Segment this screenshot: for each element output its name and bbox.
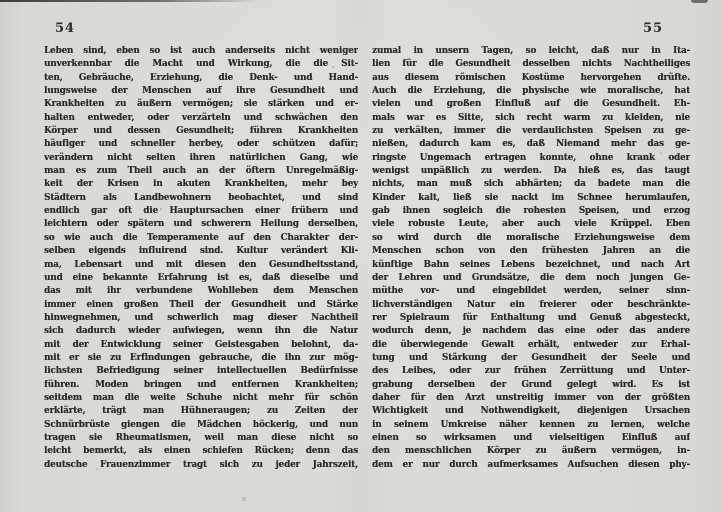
text-line: dem er nur durch aufmerksames Aufsuchen diesen phy- [372,459,690,470]
text-line: man es zum Theil auch an der öftern Unregelmäßig- [44,166,358,177]
page-number-right: 55 [643,21,664,36]
text-line: Schnürbrüste giengen die Mädchen höckerig, und nun [44,419,358,430]
text-line: zumal in unsern Tagen, so leicht, daß nur in Ita- [372,46,690,56]
text-line: endlich gar oft die Hauptursachen einer frühern und [44,206,358,217]
text-line: nießen, dadurch kam es, daß Niemand mehr das ge- [372,139,690,150]
text-line: mit er sie zu Erfindungen gebrauche, die ihn zur mög- [44,352,358,363]
text-line: leicht bemerkt, als einen schiefen Rücken; denn das [44,446,358,457]
scan-mark-artifact [691,0,708,3]
text-line: das mit ihr verbundene Wohlleben dem Menschen [44,286,358,297]
text-line: lungsweise der Menschen auf ihre Gesundheit und [44,86,358,97]
text-line: keit der Krisen in akuten Krankheiten, mehr bey [44,179,358,190]
text-line: halten entweder, oder verzärteln und schwächen den [44,112,358,123]
text-line: Kinder kalt, ließ sie nackt im Schnee herumlaufen, [372,192,690,203]
text-line: rer Spielraum für Enthaltung und Genuß abgesteckt, [372,312,690,323]
text-line: der Lehren und Grundsätze, die dem noch jungen Ge- [372,272,690,283]
text-line: den menschlichen Körper zu äußern vermögen, in- [372,446,690,457]
text-line: deutsche Frauenzimmer tragt sich zu jeder Jahrszeit, [44,459,358,470]
text-line: mit der Entwicklung seiner Geistesgaben belohnt, da- [44,339,358,350]
text-line: künftige Bahn seines Lebens bezeichnet, und nach Art [372,259,690,270]
text-line: seitdem man die weite Schuhe nicht mehr für schön [44,392,358,403]
page-54 [44,0,358,512]
text-line: selben eigends influirend sind. Kultur verändert Kli- [44,246,358,257]
text-line: gab ihnen sogleich die rohesten Speisen, und erzog [372,206,690,217]
text-line: des Leibes, oder zur frühen Zerrüttung und Unter- [372,366,690,377]
text-line: tung und Stärkung der Gesundheit der Seele und [372,352,690,363]
text-line: viele robuste Leute, aber auch viele Krüppel. Eben [372,219,690,230]
text-line: wenigst unpäßlich zu werden. Da hieß es, das taugt [372,166,690,177]
text-line: Städtern als Landbewohnern beobachtet, und sind [44,192,358,203]
text-line: immer einen großen Theil der Gesundheit und Stärke [44,299,358,310]
text-line: daher für den Arzt unstreitig immer von der größten [372,392,690,403]
text-line: aus diesem römischen Kostüme hervorgehen drüfte. [372,72,690,83]
text-line: Leben sind, eben so ist auch anderseits nicht weniger [44,46,358,56]
text-line: in seinem Umkreise näher kennen zu lernen, welche [372,419,690,430]
text-line: Auch die Erziehung, die physische wie moralische, hat [372,86,690,97]
text-line: so wie auch die Temperamente auf den Charakter der- [44,232,358,243]
text-line: leichtern oder spätern und schwerern Heilung derselben, [44,219,358,230]
text-line: wodurch denn, je nachdem das eine oder das andere [372,326,690,337]
text-line: so wird durch die moralische Erziehungsweise dem [372,232,690,243]
text-line: Körper und dessen Gesundheit; führen Krankheiten [44,126,358,137]
text-line: erklärte, trägt man Hühneraugen; zu Zeiten der [44,406,358,417]
text-line: häufiger und schneller herbey, oder schützen dafür; [44,139,358,150]
text-line: führen. Moden bringen und entfernen Krankheiten; [44,379,358,390]
page-54-text-block [44,45,358,472]
text-line: lichsten Befriedigung seiner intellectuellen Bedürfnisse [44,366,358,377]
text-line: tragen sie Rheumatismen, weil man diese nicht so [44,432,358,443]
page-55-text-block [372,45,690,472]
text-line: ten, Gebräuche, Erziehung, die Denk- und Hand- [44,72,358,83]
text-line: ringste Ungemach ertragen konnte, ohne krank oder [372,152,690,163]
page-number-left: 54 [55,21,76,36]
page-55 [372,0,690,512]
text-line: verändern nicht selten ihren natürlichen Gang, wie [44,152,358,163]
text-line: lichverständigen Natur ein freierer oder beschränkte- [372,299,690,310]
text-line: Menschen schon von den frühesten Jahren an die [372,246,690,257]
text-line: lien für die Gesundheit desselben nichts Nachtheiliges [372,59,690,70]
text-line: nichts, man muß sich abhärten; da badete man die [372,179,690,190]
text-line: sich dadurch wieder aufwiegen, wenn ihn die Natur [44,326,358,337]
text-line: grabung derselben der Grund gelegt wird. Es ist [372,379,690,390]
text-line: ma, Lebensart und mit diesen den Gesundheitsstand, [44,259,358,270]
text-line: hinwegnehmen, und schwerlich mag dieser Nachtheil [44,312,358,323]
text-line: Wichtigkeit und Nothwendigkeit, diejenigen Ursachen [372,406,690,417]
text-line: einen so wirksamen und vielseitigen Einfluß auf [372,432,690,443]
text-line: Krankheiten zu äußern vermögen; sie stärken und er- [44,99,358,110]
text-line: die überwiegende Gewalt erhält, entweder zur Erhal- [372,339,690,350]
text-line: mals war es Sitte, sich recht warm zu kleiden, nie [372,112,690,123]
text-line: vielen und großen Einfluß auf die Gesundheit. Eh- [372,99,690,110]
text-line: unverkennbar die Macht und Wirkung, die die Sit- [44,59,358,70]
text-line: müthe vor- und eingebildet werden, seiner sinn- [372,286,690,297]
scan-noise-specks [0,0,2,2]
text-line: und eine bekannte Erfahrung ist es, daß dieselbe und [44,272,358,283]
text-line: zu verkälten, immer die verdaulichsten Speisen zu ge- [372,126,690,137]
